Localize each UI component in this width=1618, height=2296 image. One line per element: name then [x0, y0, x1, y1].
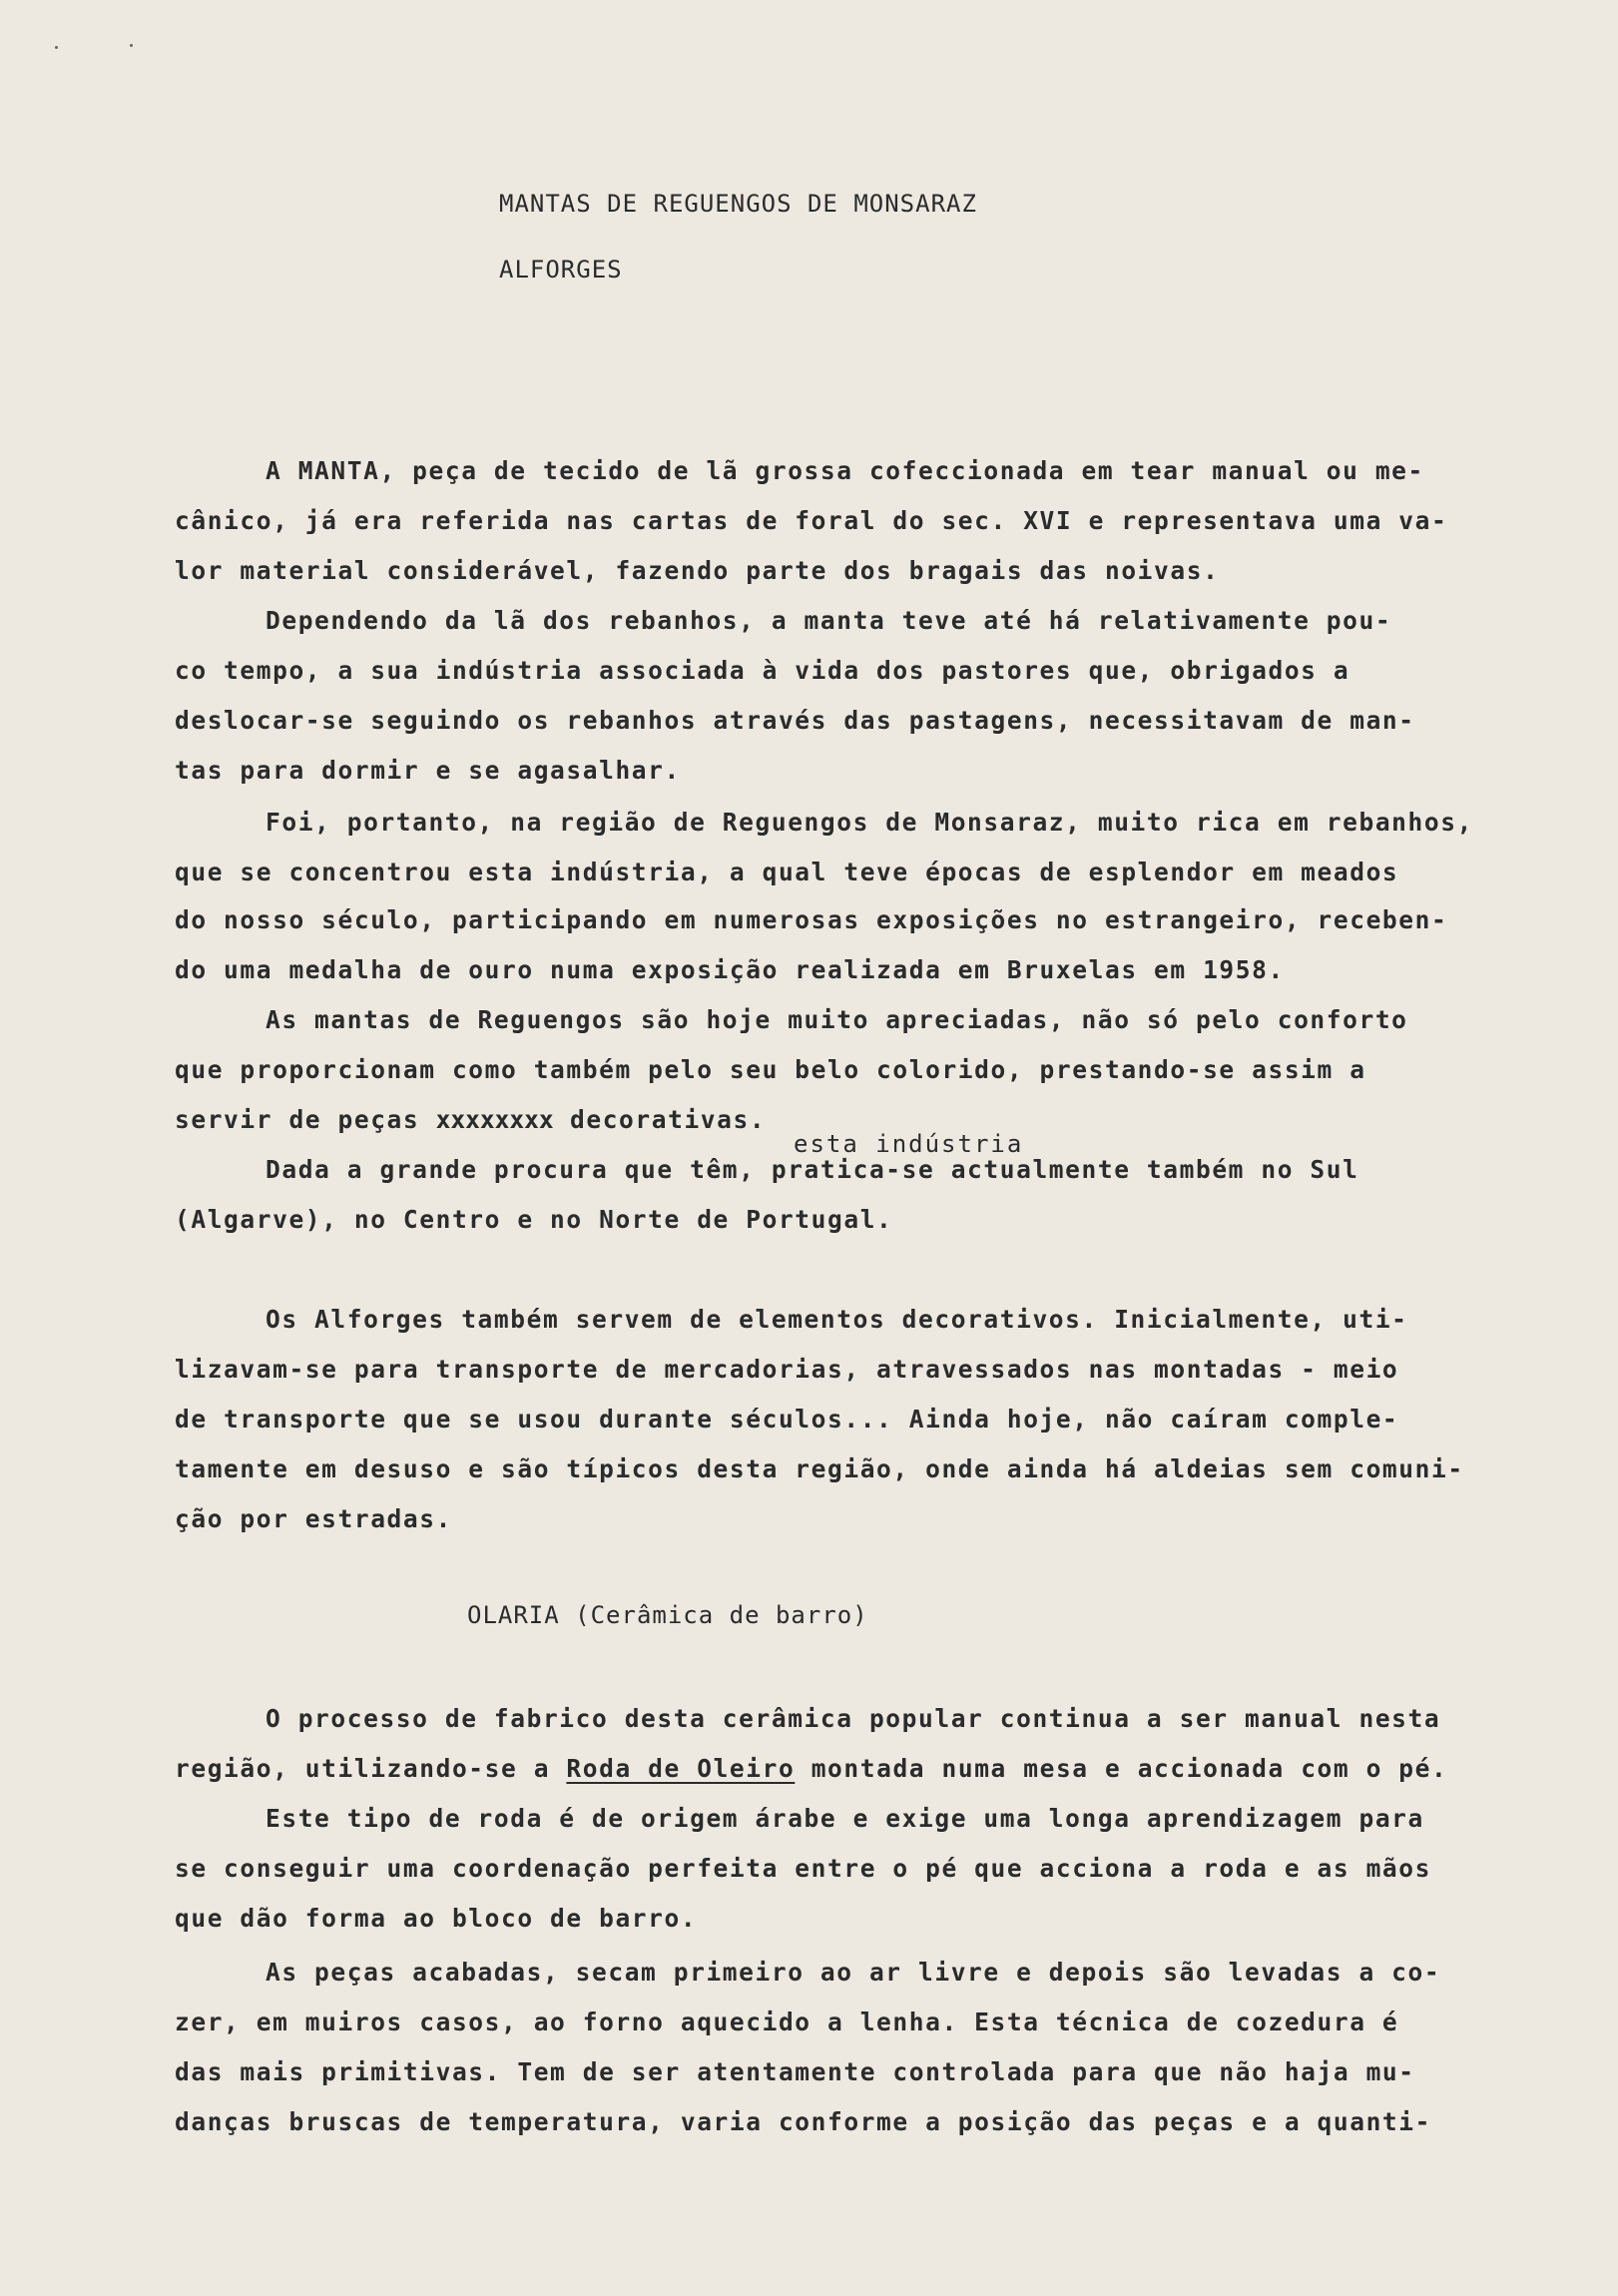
- text-line: As mantas de Reguengos são hoje muito apreciadas, não só pelo conforto: [266, 1005, 1408, 1034]
- text-line: das mais primitivas. Tem de ser atentamente controlada para que não haja mu-: [175, 2057, 1415, 2086]
- text-line: deslocar-se seguindo os rebanhos através das pastagens, necessitavam de man-: [175, 706, 1415, 735]
- text-line: que dão forma ao bloco de barro.: [175, 1904, 698, 1933]
- text-line: O processo de fabrico desta cerâmica popular continua a ser manual nesta: [266, 1704, 1441, 1733]
- paper-speck: [130, 44, 133, 47]
- underlined-term: Roda de Oleiro: [566, 1754, 796, 1783]
- text-segment: servir de peças: [175, 1105, 420, 1134]
- text-line: (Algarve), no Centro e no Norte de Portugal.: [175, 1205, 893, 1234]
- text-line: que proporcionam como também pelo seu belo colorido, prestando-se assim a: [175, 1055, 1366, 1084]
- text-line: As peças acabadas, secam primeiro ao ar livre e depois são levadas a co-: [266, 1958, 1441, 1987]
- text-line: de transporte que se usou durante séculos... Ainda hoje, não caíram comple-: [175, 1405, 1399, 1434]
- struck-out-word: xxxxxxxx: [435, 1105, 554, 1134]
- paper-speck: [55, 46, 58, 49]
- text-line: lor material considerável, fazendo parte dos bragais das noivas.: [175, 556, 1220, 585]
- text-line: co tempo, a sua indústria associada à vida dos pastores que, obrigados a: [175, 656, 1350, 685]
- text-line: zer, em muiros casos, ao forno aquecido a lenha. Esta técnica de cozedura é: [175, 2008, 1399, 2036]
- text-line: cânico, já era referida nas cartas de foral do sec. XVI e representava uma va-: [175, 506, 1448, 535]
- document-title: MANTAS DE REGUENGOS DE MONSARAZ: [499, 190, 977, 218]
- handwritten-insertion: esta indústria: [794, 1130, 1024, 1158]
- text-line: Dependendo da lã dos rebanhos, a manta teve até há relativamente pou-: [266, 606, 1392, 635]
- text-line: tas para dormir e se agasalhar.: [175, 756, 681, 785]
- section-heading-alforges: ALFORGES: [499, 256, 623, 284]
- text-line: que se concentrou esta indústria, a qual teve épocas de esplendor em meados: [175, 858, 1399, 886]
- text-line: [175, 1753, 1592, 1785]
- text-segment: decorativas.: [570, 1105, 767, 1134]
- text-line: Os Alforges também servem de elementos decorativos. Inicialmente, uti-: [266, 1305, 1408, 1334]
- text-line: se conseguir uma coordenação perfeita entre o pé que acciona a roda e as mãos: [175, 1854, 1431, 1883]
- text-segment: região, utilizando-se a: [175, 1754, 551, 1783]
- text-line: Dada a grande procura que têm, pratica-se actualmente também no Sul: [266, 1155, 1359, 1184]
- text-line: Foi, portanto, na região de Reguengos de Monsaraz, muito rica em rebanhos,: [266, 808, 1473, 837]
- text-line: tamente em desuso e são típicos desta região, onde ainda há aldeias sem comuni-: [175, 1454, 1464, 1483]
- text-line: lizavam-se para transporte de mercadorias, atravessados nas montadas - meio: [175, 1355, 1399, 1384]
- text-line: do nosso século, participando em numerosas exposições no estrangeiro, receben-: [175, 905, 1448, 934]
- text-line: Este tipo de roda é de origem árabe e exige uma longa aprendizagem para: [266, 1804, 1424, 1833]
- text-line: ção por estradas.: [175, 1504, 452, 1533]
- text-line: A MANTA, peça de tecido de lã grossa cofeccionada em tear manual ou me-: [266, 456, 1424, 485]
- text-segment: montada numa mesa e accionada com o pé.: [810, 1754, 1448, 1783]
- section-heading-olaria: OLARIA (Cerâmica de barro): [467, 1601, 868, 1629]
- text-line: do uma medalha de ouro numa exposição realizada em Bruxelas em 1958.: [175, 955, 1285, 984]
- text-line: danças bruscas de temperatura, varia conforme a posição das peças e a quanti-: [175, 2107, 1431, 2136]
